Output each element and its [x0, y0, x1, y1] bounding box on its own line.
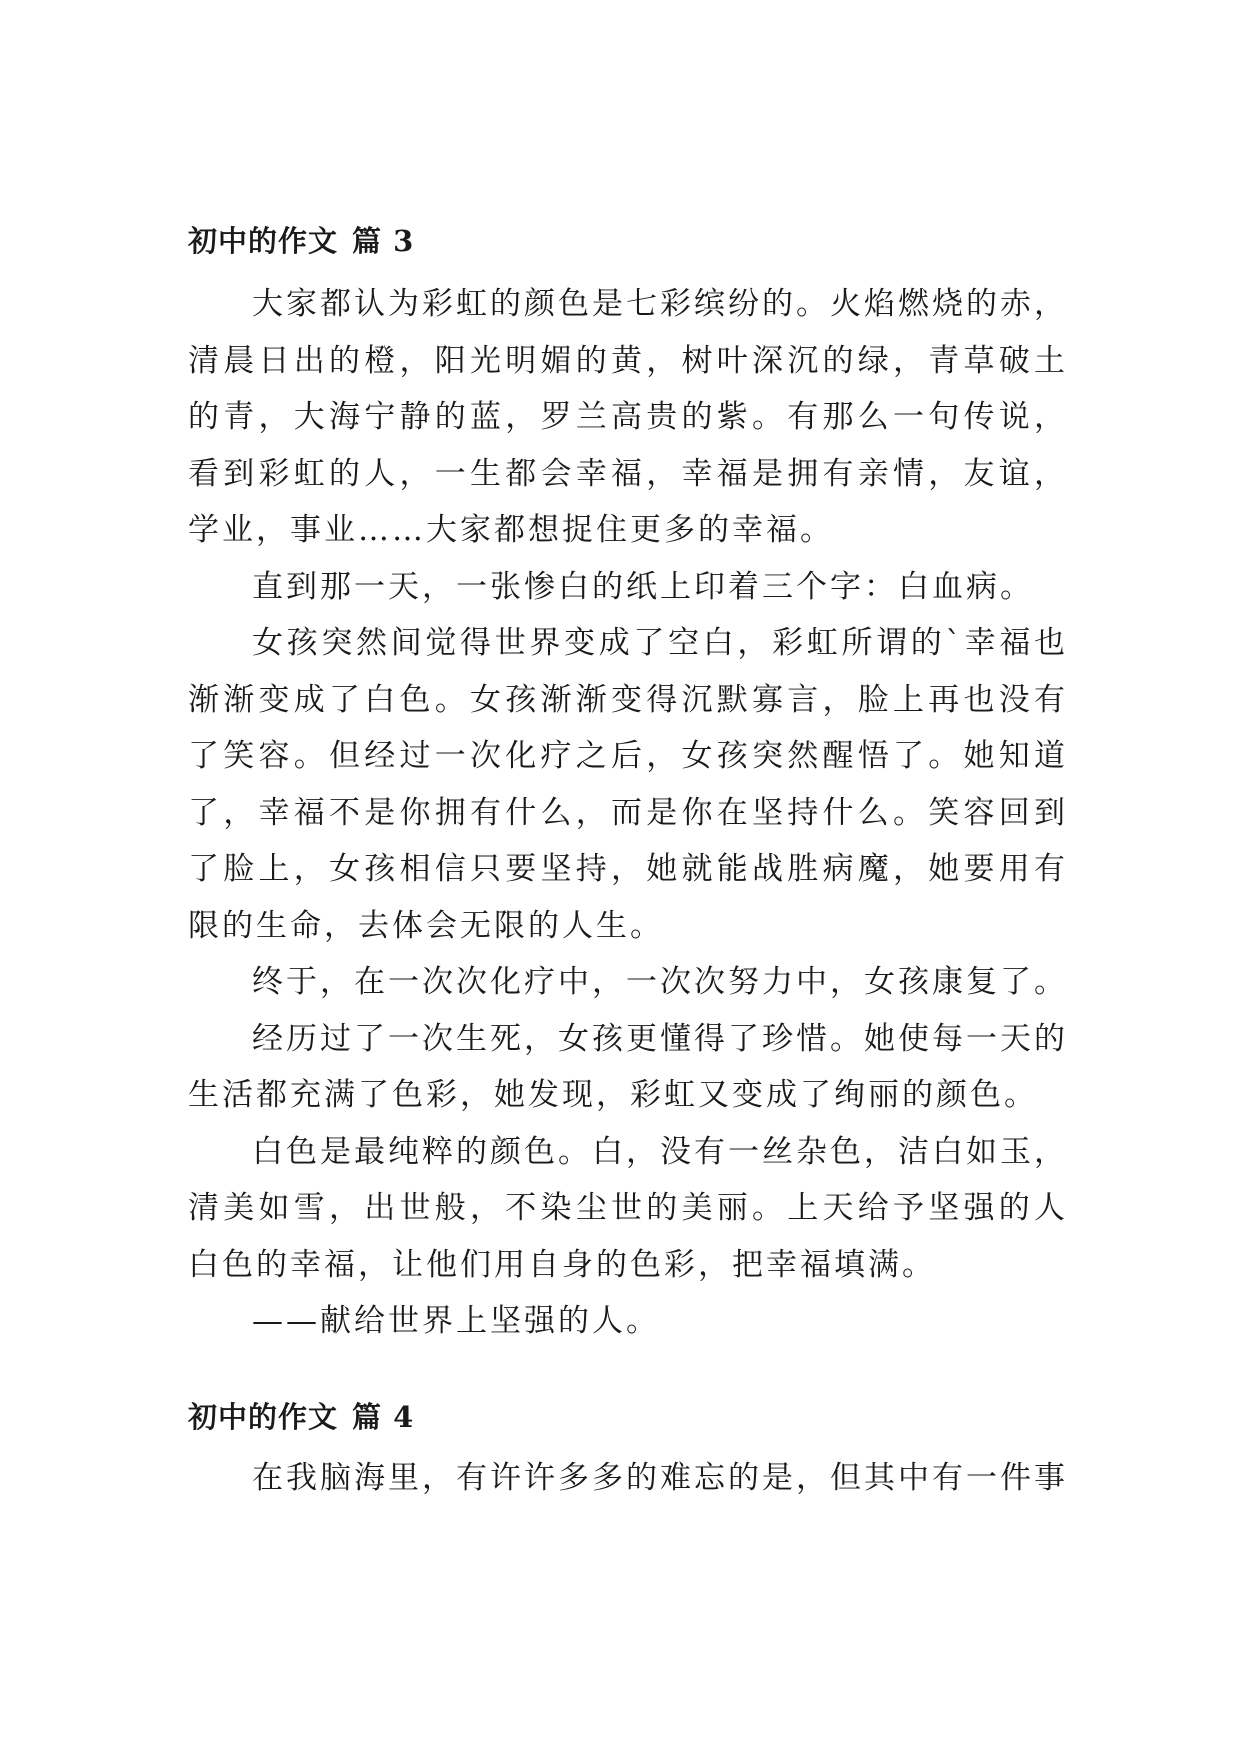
- paragraph: 大家都认为彩虹的颜色是七彩缤纷的。火焰燃烧的赤，清晨日出的橙，阳光明媚的黄，树叶深沉的绿，青草破土的青，大海宁静的蓝，罗兰高贵的紫。有那么一句传说，看到彩虹的人，一生都会幸福，幸福是拥有亲情，友谊，学业，事业……大家都想捉住更多的幸福。: [188, 286, 1068, 548]
- section-3-heading: [188, 222, 1068, 260]
- paragraph: 女孩突然间觉得世界变成了空白，彩虹所谓的`幸福也渐渐变成了白色。女孩渐渐变得沉默寡言，脸上再也没有了笑容。但经过一次化疗之后，女孩突然醒悟了。她知道了，幸福不是你拥有什么，而是你在坚持什么。笑容回到了脸上，女孩相信只要坚持，她就能战胜病魔，她要用有限的生命，去体会无限的人生。: [188, 625, 1068, 944]
- section-4-number: 篇 4: [352, 1399, 415, 1434]
- paragraph: 经历过了一次生死，女孩更懂得了珍惜。她使每一天的生活都充满了色彩，她发现，彩虹又变成了绚丽的颜色。: [188, 1020, 1068, 1113]
- document-page: [188, 222, 1068, 1506]
- section-4-heading: [188, 1398, 1068, 1436]
- section-3-title: 初中的作文: [188, 224, 339, 258]
- paragraph: 在我脑海里，有许许多多的难忘的是，但其中有一件事: [252, 1459, 1068, 1496]
- section-4-body: [188, 1450, 1068, 1507]
- paragraph: 直到那一天，一张惨白的纸上印着三个字：白血病。: [252, 568, 1034, 605]
- dedication-line: ——献给世界上坚强的人。: [252, 1303, 660, 1339]
- paragraph: 白色是最纯粹的颜色。白，没有一丝杂色，洁白如玉，清美如雪，出世般，不染尘世的美丽。上天给予坚强的人白色的幸福，让他们用自身的色彩，把幸福填满。: [188, 1133, 1068, 1283]
- section-3-number: 篇 3: [352, 224, 415, 258]
- paragraph: 终于，在一次次化疗中，一次次努力中，女孩康复了。: [252, 964, 1068, 1000]
- section-3-body: [188, 276, 1068, 1350]
- section-4-title: 初中的作文: [188, 1399, 339, 1434]
